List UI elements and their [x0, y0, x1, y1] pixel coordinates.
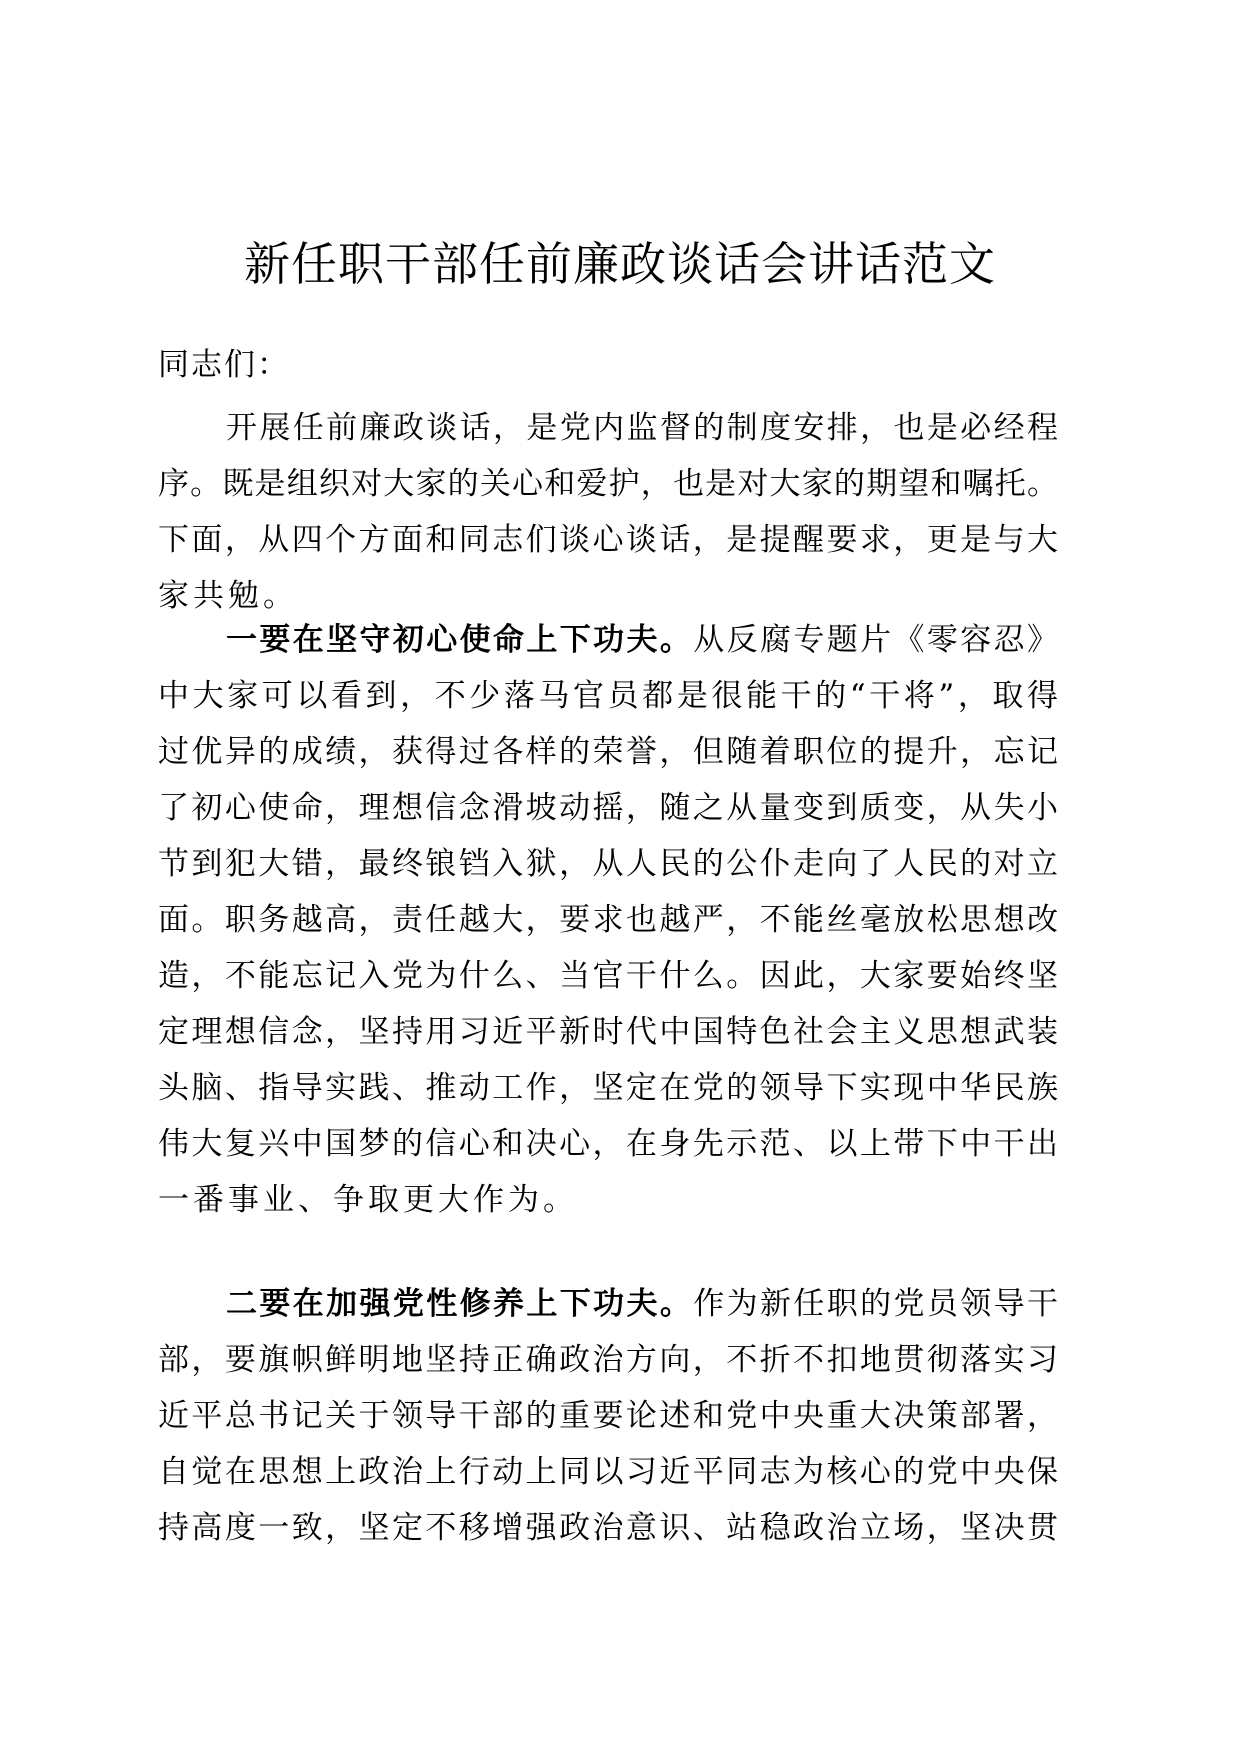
paragraph-line: 自觉在思想上政治上行动上同以习近平同志为核心的党中央保	[158, 1454, 1058, 1490]
salutation: 同志们：	[158, 347, 290, 383]
paragraph-text: 从反腐专题片《零容忍》	[693, 622, 1058, 658]
paragraph-line: 头脑、指导实践、推动工作，坚定在党的领导下实现中华民族	[158, 1070, 1058, 1106]
paragraph-line: 近平总书记关于领导干部的重要论述和党中央重大决策部署，	[158, 1398, 1058, 1434]
paragraph-line: 了初心使命，理想信念滑坡动摇，随之从量变到质变，从失小	[158, 790, 1058, 826]
point-heading: 一要在坚守初心使命上下功夫。	[226, 622, 694, 658]
paragraph-line: 伟大复兴中国梦的信心和决心，在身先示范、以上带下中干出	[158, 1126, 1058, 1162]
paragraph-line: 过优异的成绩，获得过各样的荣誉，但随着职位的提升，忘记	[158, 734, 1058, 770]
paragraph-point-one	[158, 612, 1058, 1228]
paragraph-line: 部，要旗帜鲜明地坚持正确政治方向，不折不扣地贯彻落实习	[158, 1342, 1058, 1378]
paragraph-intro	[158, 400, 1058, 624]
paragraph-line: 中大家可以看到，不少落马官员都是很能干的“干将”，取得	[158, 678, 1058, 714]
paragraph-line: 面。职务越高，责任越大，要求也越严，不能丝毫放松思想改	[158, 902, 1058, 938]
paragraph-point-two	[158, 1276, 1058, 1556]
paragraph-line: 家共勉。	[158, 578, 298, 614]
paragraph-line: 定理想信念，坚持用习近平新时代中国特色社会主义思想武装	[158, 1014, 1058, 1050]
paragraph-line: 造，不能忘记入党为什么、当官干什么。因此，大家要始终坚	[158, 958, 1058, 994]
paragraph-text: 作为新任职的党员领导干	[693, 1286, 1058, 1322]
paragraph-line: 一番事业、争取更大作为。	[158, 1182, 578, 1218]
paragraph-first-line	[158, 1276, 1058, 1332]
paragraph-line: 序。既是组织对大家的关心和爱护，也是对大家的期望和嘱托。	[158, 466, 1058, 502]
point-heading: 二要在加强党性修养上下功夫。	[226, 1286, 694, 1322]
paragraph-line: 持高度一致，坚定不移增强政治意识、站稳政治立场，坚决贯	[158, 1510, 1058, 1546]
paragraph-line: 开展任前廉政谈话，是党内监督的制度安排，也是必经程	[226, 410, 1058, 446]
document-title: 新任职干部任前廉政谈话会讲话范文	[244, 237, 996, 291]
paragraph-first-line	[158, 612, 1058, 668]
paragraph-line: 节到犯大错，最终锒铛入狱，从人民的公仆走向了人民的对立	[158, 846, 1058, 882]
paragraph-line: 下面，从四个方面和同志们谈心谈话，是提醒要求，更是与大	[158, 522, 1058, 558]
